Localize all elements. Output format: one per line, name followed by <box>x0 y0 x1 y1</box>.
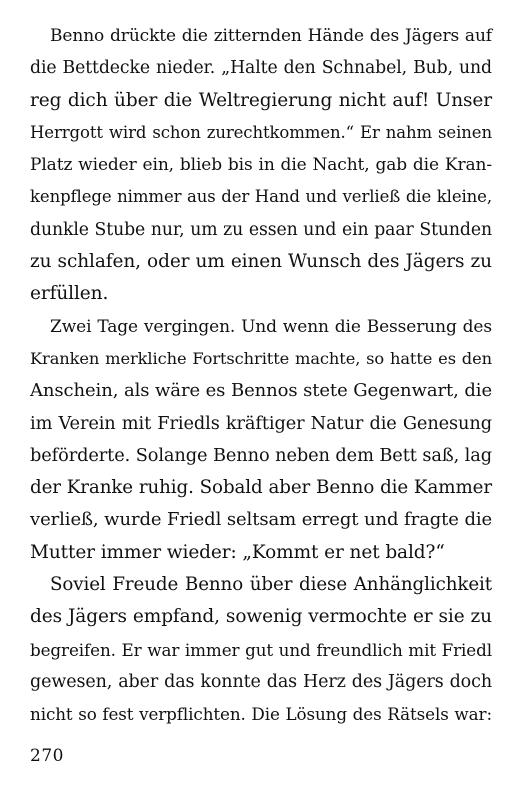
text-line: Soviel Freude Benno über diese Anhänglichkeit <box>50 574 492 596</box>
text-line: Mutter immer wieder: „Kommt er net bald?“ <box>30 541 445 563</box>
text-line: Herrgott wird schon zurechtkommen.“ Er nahm seinen <box>30 122 492 142</box>
text-line: nicht so fest verpflichten. Die Lösung des Rätsels war: <box>30 704 492 725</box>
text-line: verließ, wurde Friedl seltsam erregt und fragte die <box>30 509 493 531</box>
page-number: 270 <box>30 746 64 766</box>
text-line: zu schlafen, oder um einen Wunsch des Jägers zu <box>30 251 492 273</box>
text-line: der Kranke ruhig. Sobald aber Benno die Kammer <box>30 477 492 499</box>
text-line: des Jägers empfand, sowenig vermochte er sie zu <box>30 606 492 628</box>
text-line: dunkle Stube nur, um zu essen und ein paar Stunden <box>30 219 492 240</box>
text-line: Anschein, als wäre es Bennos stete Gegenwart, die <box>30 380 492 402</box>
text-line: im Verein mit Friedls kräftiger Natur die Genesung <box>30 413 492 434</box>
text-line: die Bettdecke nieder. „Halte den Schnabel, Bub, und <box>30 58 492 79</box>
text-line: gewesen, aber das konnte das Herz des Jägers doch <box>30 671 492 692</box>
text-line: Platz wieder ein, blieb bis in die Nacht, gab die Kran- <box>30 155 492 176</box>
body-text <box>30 20 492 731</box>
text-line: erfüllen. <box>30 283 109 305</box>
text-line: Kranken merkliche Fortschritte machte, so hatte es den <box>30 348 492 368</box>
text-line: kenpflege nimmer aus der Hand und verließ die kleine, <box>30 187 492 207</box>
text-line: reg dich über die Weltregierung nicht auf! Unser <box>30 89 492 111</box>
text-line: Benno drückte die zitternden Hände des Jägers auf <box>50 26 492 46</box>
text-line: Zwei Tage vergingen. Und wenn die Besserung des <box>50 316 492 337</box>
text-line: begreifen. Er war immer gut und freundlich mit Friedl <box>30 639 492 660</box>
text-line: beförderte. Solange Benno neben dem Bett saß, lag <box>30 445 492 466</box>
